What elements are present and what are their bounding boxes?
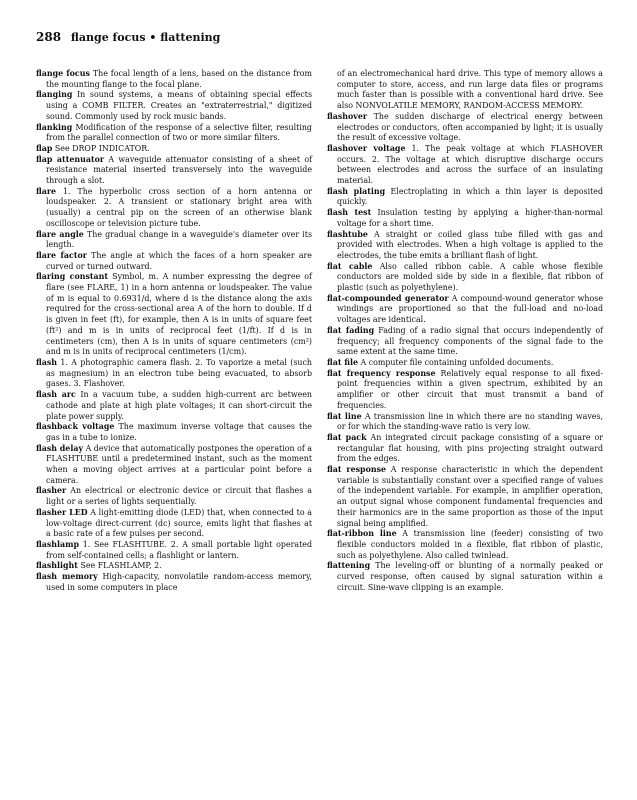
entry-definition: An integrated circuit package consisting of a square or rectangular flat housing, with pins projecting straight outward from the edges.	[337, 432, 603, 464]
dictionary-entry	[327, 433, 603, 465]
entry-definition: The leveling-off or blunting of a normally peaked or curved response, often caused by signal saturation within a circuit. Sine-wave clipping is an example.	[337, 561, 603, 592]
dictionary-entry	[36, 251, 312, 272]
dictionary-entry	[327, 112, 603, 144]
entry-term: flat cable	[327, 261, 373, 271]
dictionary-entry	[327, 326, 603, 358]
entry-term: flasher LED	[36, 507, 88, 517]
entry-definition: In sound systems, a means of obtaining special effects using a COMB FILTER. Creates an "extraterrestrial," digitized sound. Commonly used by rock music bands.	[46, 90, 312, 121]
entry-definition: The sudden discharge of electrical energy between electrodes or conductors, often accompanied by light; it is usually the result of excessive voltage.	[337, 111, 603, 143]
dictionary-entry	[327, 412, 603, 433]
dictionary-entry	[36, 230, 312, 251]
entry-term: flashtube	[327, 229, 368, 239]
dictionary-entry	[36, 90, 312, 122]
dictionary-entry	[327, 262, 603, 294]
entry-term: flat file	[327, 357, 358, 367]
entry-definition: An electrical or electronic device or circuit that flashes a light or a series of lights sequentially.	[46, 486, 312, 507]
dictionary-entry	[327, 529, 603, 561]
entry-term: flash arc	[36, 390, 76, 400]
entry-definition: 1. The hyperbolic cross section of a horn antenna or loudspeaker. 2. A transient or stationary bright area with (usually) a central pip on the screen of an otherwise blank oscilloscope or television picture tube.	[46, 186, 312, 228]
entry-term: flash delay	[36, 443, 84, 453]
entry-definition: A straight or coiled glass tube filled with gas and provided with electrodes. When a high voltage is applied to the electrodes, the tube emits a brilliant flash of light.	[337, 229, 604, 260]
entry-term: flashover voltage	[327, 143, 406, 153]
entry-definition: The maximum inverse voltage that causes the gas in a tube to ionize.	[46, 422, 312, 442]
entry-definition: A transmission line (feeder) consisting of two flexible conductors molded in a flexible, flat ribbon of plastic, such as polyethylene. Also called twinlead.	[337, 529, 603, 560]
page-number: 288	[36, 30, 62, 44]
entry-definition: Also called ribbon cable. A cable whose flexible conductors are molded side by side in a flexible, flat ribbon of plastic (such as polyethylene).	[337, 261, 603, 293]
entry-term: flange focus	[36, 69, 90, 78]
entry-term: flash test	[327, 208, 372, 218]
entry-term: flare angle	[36, 229, 84, 239]
entry-term: flashover	[327, 111, 368, 121]
dictionary-entry	[36, 540, 312, 561]
entry-term: flashlight	[36, 561, 78, 571]
dictionary-entry	[327, 561, 603, 593]
entry-term: flat-ribbon line	[327, 529, 397, 539]
entry-definition: Insulation testing by applying a higher-than-normal voltage for a short time.	[337, 208, 603, 228]
dictionary-entry	[36, 144, 312, 155]
dictionary-entry	[36, 155, 312, 187]
entry-definition: The focal length of a lens, based on the distance from the mounting flange to the focal plane.	[46, 69, 312, 89]
entry-definition: See DROP INDICATOR.	[54, 143, 150, 153]
dictionary-entry	[327, 208, 603, 229]
entry-definition: A computer file containing unfolded documents.	[360, 357, 554, 367]
dictionary-entry	[327, 144, 603, 187]
entry-term: flat frequency response	[327, 368, 436, 378]
dictionary-entry	[36, 422, 312, 443]
entry-definition: The angle at which the faces of a horn speaker are curved or turned outward.	[46, 250, 312, 271]
dictionary-entry	[36, 486, 312, 507]
entry-definition: Symbol, m. A number expressing the degree of flare (see FLARE, 1) in a horn antenna or loudspeaker. The value of m is equal to 0.6931/d, where d is the distance along the axis required for the cross-sectional area A of the horn to double. If d is given in feet (ft), for example, then A is in units of square feet (ft²) and m is in units of reciprocal feet (1/ft). If d is in centimeters (cm), then A is in units of square centimeters (cm²) and m is in units of reciprocal centimeters (1/cm).	[46, 272, 312, 357]
running-header	[36, 30, 220, 44]
left-column	[36, 69, 312, 593]
entry-term: flare	[36, 186, 57, 196]
entry-definition: A transmission line in which there are no standing waves, or for which the standing-wave ratio is very low.	[337, 411, 604, 432]
entry-term: flaring constant	[36, 272, 109, 282]
entry-term: flat fading	[327, 325, 375, 335]
entry-definition: Fading of a radio signal that occurs independently of frequency; all frequency components of the signal fade to the same extent at the same time.	[337, 325, 603, 357]
entry-definition: Electroplating in which a thin layer is deposited quickly.	[337, 186, 603, 207]
entry-definition: Relatively equal response to all fixed-point frequencies within a given spectrum, exhibited by an amplifier or other circuit that must transmit a band of frequencies.	[337, 368, 604, 410]
dictionary-entry	[327, 294, 603, 326]
entry-definition: 1. See FLASHTUBE. 2. A small portable light operated from self-contained cells; a flashlight or lantern.	[46, 539, 312, 560]
header-title: flange focus • flattening	[70, 31, 221, 44]
dictionary-entry	[36, 187, 312, 230]
dictionary-entry	[36, 508, 312, 540]
dictionary-entry	[36, 444, 312, 487]
entry-definition: A waveguide attenuator consisting of a sheet of resistance material inserted transversely into the waveguide through a slot.	[46, 154, 312, 186]
entry-term: flash plating	[327, 186, 386, 196]
dictionary-entry	[327, 230, 603, 262]
entry-definition: See FLASHLAMP, 2.	[80, 561, 162, 571]
entry-term: flash	[36, 357, 58, 367]
dictionary-entry	[36, 390, 312, 422]
entry-term: flat line	[327, 411, 362, 421]
entry-term: flap	[36, 143, 53, 153]
entry-definition: 1. The peak voltage at which FLASHOVER occurs. 2. The voltage at which disruptive discharge occurs between electrodes and across the surface of an insulating material.	[337, 143, 603, 186]
entry-definition: Modification of the response of a selective filter, resulting from the parallel connection of two or more similar filters.	[46, 122, 312, 143]
entry-term: flasher	[36, 486, 67, 496]
dictionary-entry	[327, 69, 603, 112]
entry-term: flashlamp	[36, 539, 80, 549]
entry-definition: of an electromechanical hard drive. This type of memory allows a computer to store, access, and run large data files or programs much faster than is possible with a conventional hard drive. See also NONVOLATILE MEMORY, RANDOM-ACCESS MEMORY.	[337, 69, 603, 111]
entry-definition: A compound-wound generator whose windings are proportioned so that the full-load and no-load voltages are identical.	[337, 293, 603, 325]
dictionary-entry	[327, 187, 603, 208]
dictionary-entry	[36, 272, 312, 358]
entry-definition: High-capacity, nonvolatile random-access memory, used in some computers in place	[46, 572, 312, 592]
dictionary-entry	[327, 465, 603, 529]
entry-term: flanging	[36, 90, 73, 100]
entry-term: flare factor	[36, 250, 87, 260]
dictionary-entry	[327, 369, 603, 412]
entry-definition: The gradual change in a waveguide's diameter over its length.	[46, 229, 312, 250]
entry-definition: A device that automatically postpones the operation of a FLASHTUBE until a predetermined instant, such as the moment when a moving object arrives at a particular point before a camera.	[46, 443, 312, 485]
entry-definition: A response characteristic in which the dependent variable is substantially constant over a specified range of values of the independent variable. For example, in amplifier operation, an output signal whose component fundamental frequencies and their harmonics are in the same proportion as those of the input signal being amplified.	[337, 465, 603, 528]
entry-definition: 1. A photographic camera flash. 2. To vaporize a metal (such as magnesium) in an electron tube being evacuated, to absorb gases. 3. Flashover.	[46, 357, 312, 389]
entry-definition: A light-emitting diode (LED) that, when connected to a low-voltage direct-current (dc) source, emits light that flashes at a basic rate of a few pulses per second.	[46, 507, 313, 539]
dictionary-entry	[36, 572, 312, 593]
entry-term: flattening	[327, 561, 371, 571]
dictionary-entry	[36, 123, 312, 144]
dictionary-entry	[36, 69, 312, 90]
right-column	[327, 69, 603, 593]
entry-term: flash memory	[36, 572, 98, 582]
dictionary-entry	[36, 561, 312, 572]
entry-term: flat-compounded generator	[327, 293, 449, 303]
entry-term: flap attenuator	[36, 154, 105, 164]
entry-term: flanking	[36, 122, 73, 132]
entry-term: flat response	[327, 465, 387, 475]
dictionary-entry	[36, 358, 312, 390]
entry-term: flashback voltage	[36, 422, 115, 432]
dictionary-entry	[327, 358, 603, 369]
entry-term: flat pack	[327, 432, 367, 442]
entry-definition: In a vacuum tube, a sudden high-current arc between cathode and plate at high plate voltages; it can short-circuit the plate power supply.	[46, 390, 312, 421]
